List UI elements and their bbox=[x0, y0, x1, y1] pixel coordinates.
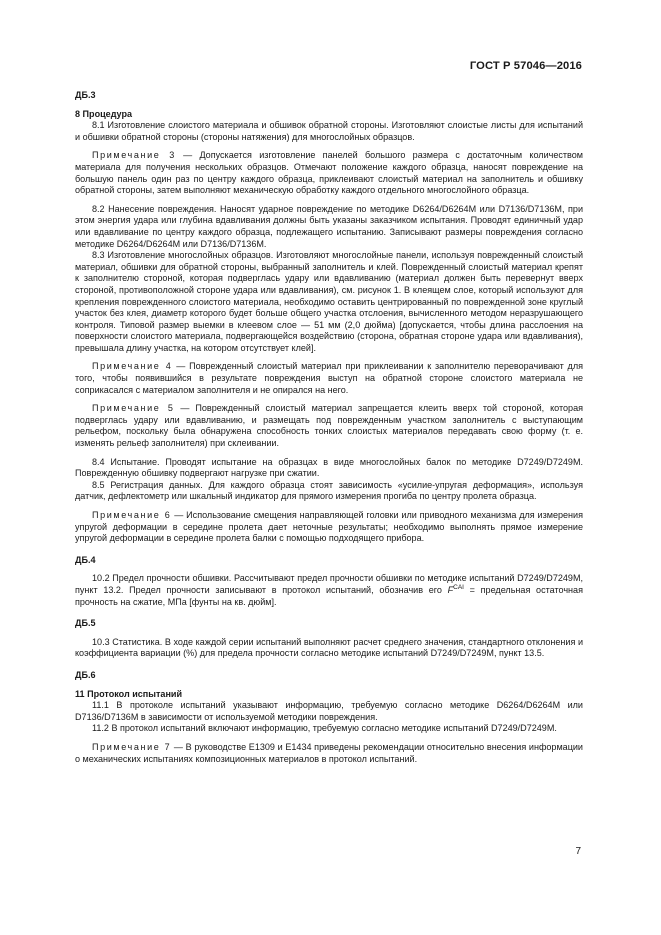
note-3 bbox=[75, 150, 583, 196]
note-4-text: — Поврежденный слоистый материал при приклеивании к заполнителю переворачивают для того, чтобы появившийся в результате повреждения выступ на обратной стороне слоистого материала не соприкасался с материалом заполнителя и не опирался на него. bbox=[75, 361, 583, 395]
fcai-symbol: F bbox=[447, 584, 454, 595]
paragraph-10-2 bbox=[75, 573, 583, 608]
standard-header: ГОСТ Р 57046—2016 bbox=[469, 60, 582, 72]
note-6-text: — Использование смещения направляющей головки или приводного механизма для измерения упругой деформации в середине пролета дает неточные результаты; необходимо выполнять прямое измерение упругой деформации в середине пролета балки с помощью подходящего прибора. bbox=[75, 510, 583, 544]
page-number: 7 bbox=[575, 846, 581, 857]
section-title-db5: ДБ.5 bbox=[75, 618, 96, 629]
note-5-label: Примечание 5 bbox=[92, 403, 175, 414]
section-subtitle-test-report: 11 Протокол испытаний bbox=[75, 688, 183, 699]
paragraph-11-2: 11.2 В протокол испытаний включают информацию, требуемую согласно методике испытаний D7249/D7249M. bbox=[92, 723, 557, 734]
note-7 bbox=[75, 742, 583, 765]
paragraph-10-2-before: 10.2 Предел прочности обшивки. Рассчитывают предел прочности обшивки по методике испытаний D7249/D7249M, пункт 13.2. Предел прочности записывают в протокол испытаний, обозначив его bbox=[75, 573, 583, 595]
paragraph-8-3: 8.3 Изготовление многослойных образцов. Изготовляют многослойные панели, используя поврежденный слоистый материал, обшивки для обратной стороны, выбранный заполнитель и клей. Поврежденный слоистый материал крепят к заполнителю стороной, которая подверглась удару или вдавливанию (материал должен быть перевернут вверх стороной, противоположной стороне удара или вдавливания), см. рисунок 1. В клеящем слое, который используют для крепления поврежденного слоистого материала, необходимо оставить центрированный по поврежденной зоне круглый участок без клея, диаметр которого будет больше общего участка отслоения, вычисленного методом неразрушающего контроля. Типовой размер выемки в клеевом слое — 51 мм (2,0 дюйма) [допускается, чтобы длина расслоения на поверхности слоистого материала, подвергающейся воздействию (сторона, обратная стороне удара или вдавливания), превышала длину участка, на котором отсутствует клей]. bbox=[75, 250, 583, 353]
section-title-db4: ДБ.4 bbox=[75, 554, 96, 565]
paragraph-8-5: 8.5 Регистрация данных. Для каждого образца стоят зависимость «усилие-упругая деформация», используя датчик, дефлектометр или шкальный индикатор для прямого измерения прогиба по центру пролета образца. bbox=[75, 479, 583, 502]
note-3-text: — Допускается изготовление панелей большого размера с достаточным количеством материала для получения нескольких образцов. Отмечают положение каждого образца, наносят повреждение на большую панель один раз по центру каждого образца, приклеивают слоистый материал на заполнитель и обшивку обратной стороны, затем выполняют механическую обработку каждого отдельного многослойного образца. bbox=[75, 150, 584, 196]
document-body bbox=[75, 90, 583, 765]
note-7-label: Примечание 7 bbox=[92, 741, 172, 752]
fcai-superscript: CAI bbox=[453, 583, 464, 591]
paragraph-8-2: 8.2 Нанесение повреждения. Наносят ударное повреждение по методике D6264/D6264M или D7136/D7136M, при этом энергия удара или глубина вдавливания должны быть указаны заказчиком испытания. Проводят единичный удар или вдавливание по центру каждого образца, подлежащего испытанию. Записывают размеры повреждения согласно методике D6264/D6264M или D7136/D7136M. bbox=[75, 203, 583, 249]
note-6 bbox=[75, 510, 583, 545]
note-4-label: Примечание 4 bbox=[92, 361, 173, 372]
section-title-db3: ДБ.3 bbox=[75, 90, 96, 100]
section-subtitle-procedure: 8 Процедура bbox=[75, 108, 133, 119]
note-3-label: Примечание 3 bbox=[92, 150, 176, 161]
paragraph-8-1: 8.1 Изготовление слоистого материала и обшивок обратной стороны. Изготовляют слоистые листы для испытаний и обшивки обратной стороны (стороны натяжения) для многослойных образцов. bbox=[75, 120, 583, 142]
section-title-db6: ДБ.6 bbox=[75, 669, 96, 680]
note-5 bbox=[75, 403, 583, 449]
paragraph-11-1: 11.1 В протоколе испытаний указывают информацию, требуемую согласно методике D6264/D6264M или D7136/D7136M в зависимости от используемой методики повреждения. bbox=[75, 700, 583, 722]
paragraph-10-2-after: = предельная остаточная прочность на сжатие, МПа [фунты на кв. дюйм]. bbox=[75, 584, 583, 607]
paragraph-8-4: 8.4 Испытание. Проводят испытание на образцах в виде многослойных балок по методике D7249/D7249M. Поврежденную обшивку подвергают нагрузке при сжатии. bbox=[75, 456, 583, 479]
paragraph-10-3: 10.3 Статистика. В ходе каждой серии испытаний выполняют расчет среднего значения, стандартного отклонения и коэффициента вариации (%) для предела прочности согласно методике испытаний D7249/D7249M, пункт 13.5. bbox=[75, 636, 583, 659]
note-4 bbox=[75, 361, 583, 396]
note-7-text: — В руководстве E1309 и E1434 приведены рекомендации относительно внесения информации о механических испытаниях композиционных материалов в протокол испытаний. bbox=[75, 741, 583, 764]
note-5-text: — Поврежденный слоистый материал запрещается клеить вверх той стороной, которая подверглась удару или вдавливанию, и размещать под поврежденным участком заполнитель с выступающим рельефом, поскольку была обнаружена способность тонких слоистых материалов передавать свою форму (т. е. изменять рельеф заполнителя) при склеивании. bbox=[75, 403, 584, 449]
note-6-label: Примечание 6 bbox=[92, 510, 172, 520]
